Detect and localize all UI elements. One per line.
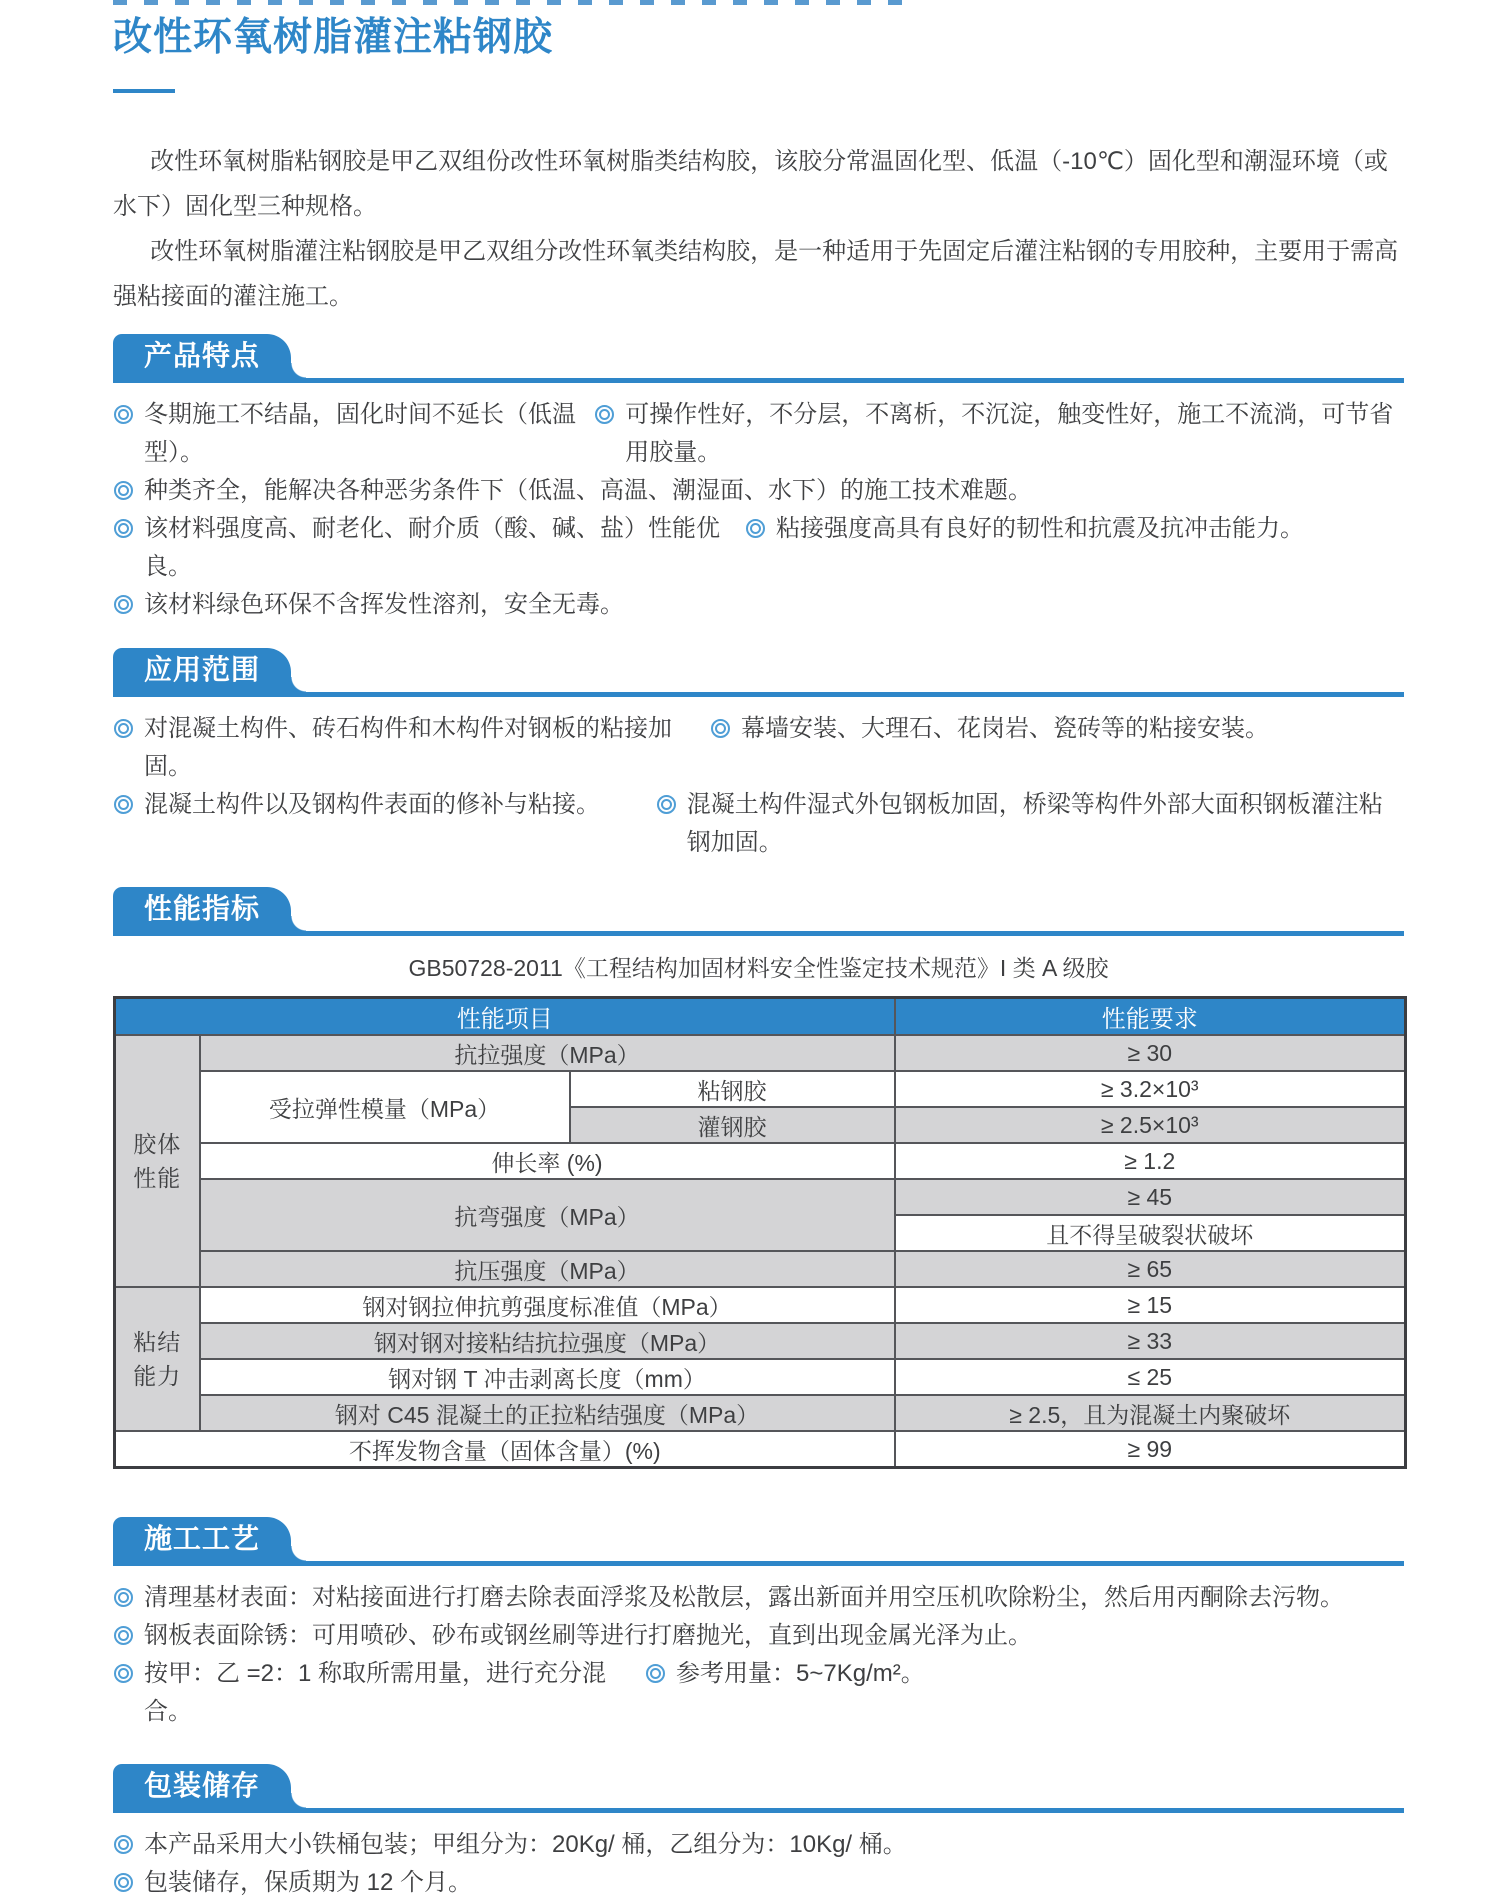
- row-group-body-performance: 胶体性能: [115, 1035, 200, 1287]
- section-header-features: [113, 334, 1404, 383]
- bullet-icon: [114, 1835, 133, 1854]
- list-row: [113, 1864, 1404, 1902]
- list-item: [645, 1655, 925, 1693]
- list-item-text: 对混凝土构件、砖石构件和木构件对钢板的粘接加固。: [144, 715, 672, 780]
- list-item-text: 冬期施工不结晶，固化时间不延长（低温型）。: [144, 401, 576, 466]
- table-cell-label: 钢对 C45 混凝土的正拉粘结强度（MPa）: [200, 1395, 895, 1431]
- list-item-text: 种类齐全，能解决各种恶劣条件下（低温、高温、潮湿面、水下）的施工技术难题。: [144, 477, 1032, 504]
- table-row-elongation: [115, 1143, 1406, 1179]
- section-badge-applications: [113, 648, 291, 692]
- list-item: [113, 786, 656, 824]
- table-cell-sublabel: 粘钢胶: [570, 1071, 895, 1107]
- table-cell-label: 抗弯强度（MPa）: [200, 1179, 895, 1251]
- bullet-icon: [114, 519, 133, 538]
- intro-paragraphs: [113, 139, 1404, 319]
- section-badge-label: 产品特点: [144, 340, 261, 371]
- bullet-icon: [114, 795, 133, 814]
- list-item: [113, 710, 710, 786]
- table-cell-label: 抗压强度（MPa）: [200, 1251, 895, 1287]
- list-item-text: 混凝土构件湿式外包钢板加固，桥梁等构件外部大面积钢板灌注粘钢加固。: [686, 791, 1383, 856]
- list-row: [113, 586, 1404, 624]
- list-item-text: 粘接强度高具有良好的韧性和抗震及抗冲击能力。: [776, 515, 1304, 542]
- list-row: [113, 396, 1404, 472]
- table-row-compressive: [115, 1251, 1406, 1287]
- list-item-text: 本产品采用大小铁桶包装；甲组分为：20Kg/ 桶，乙组分为：10Kg/ 桶。: [144, 1831, 907, 1858]
- list-item-text: 该材料绿色环保不含挥发性溶剂，安全无毒。: [144, 591, 624, 618]
- page-title: 改性环氧树脂灌注粘钢胶: [113, 16, 554, 59]
- list-row: [113, 510, 1404, 586]
- table-row-tensile: [115, 1035, 1406, 1071]
- list-item: [113, 472, 1032, 510]
- bullet-icon: [114, 1873, 133, 1892]
- table-cell-value: ≥ 15: [895, 1287, 1406, 1323]
- bullet-icon: [114, 595, 133, 614]
- table-cell-value: ≥ 1.2: [895, 1143, 1406, 1179]
- section-header-process: [113, 1517, 1404, 1566]
- table-caption: GB50728-2011《工程结构加固材料安全性鉴定技术规范》I 类 A 级胶: [408, 955, 1109, 981]
- table-cell-label: 不挥发物含量（固体含量）(%): [115, 1431, 895, 1468]
- list-row: [113, 786, 1404, 862]
- list-item-text: 混凝土构件以及钢构件表面的修补与粘接。: [144, 791, 600, 818]
- features-list: [113, 396, 1404, 624]
- table-cell-value: ≥ 3.2×10³: [895, 1071, 1406, 1107]
- list-item-text: 清理基材表面：对粘接面进行打磨去除表面浮浆及松散层，露出新面并用空压机吹除粉尘，然后用丙酮除去污物。: [144, 1584, 1344, 1611]
- table-row-shear: [115, 1287, 1406, 1323]
- list-item-text: 该材料强度高、耐老化、耐介质（酸、碱、盐）性能优良。: [144, 515, 720, 580]
- list-item: [113, 1655, 645, 1731]
- list-row: [113, 472, 1404, 510]
- table-cell-value: ≥ 33: [895, 1323, 1406, 1359]
- bullet-icon: [114, 1664, 133, 1683]
- list-item-text: 包装储存，保质期为 12 个月。: [144, 1869, 473, 1896]
- bullet-icon: [657, 795, 676, 814]
- list-item: [113, 510, 745, 586]
- section-badge-packaging: [113, 1764, 291, 1808]
- list-row: [113, 1826, 1404, 1864]
- table-cell-value: ≥ 30: [895, 1035, 1406, 1071]
- list-item: [113, 586, 624, 624]
- list-item-text: 参考用量：5~7Kg/m²。: [676, 1660, 925, 1687]
- bullet-icon: [646, 1664, 665, 1683]
- section-header-applications: [113, 648, 1404, 697]
- column-header-item: 性能项目: [115, 998, 895, 1036]
- bullet-icon: [114, 405, 133, 424]
- bullet-icon: [711, 719, 730, 738]
- list-item-text: 可操作性好，不分层，不离析，不沉淀，触变性好，施工不流淌，可节省用胶量。: [625, 401, 1394, 466]
- list-item: [113, 1864, 472, 1902]
- table-cell-value: ≥ 2.5×10³: [895, 1107, 1406, 1143]
- intro-paragraph-2: 改性环氧树脂灌注粘钢胶是甲乙双组分改性环氧类结构胶，是一种适用于先固定后灌注粘钢的专用胶种，主要用于需高强粘接面的灌注施工。: [113, 238, 1399, 310]
- table-row-butt-tensile: [115, 1323, 1406, 1359]
- list-item-text: 幕墙安装、大理石、花岗岩、瓷砖等的粘接安装。: [741, 715, 1269, 742]
- list-item: [656, 786, 1404, 862]
- table-cell-value: ≥ 65: [895, 1251, 1406, 1287]
- section-badge-features: [113, 334, 291, 378]
- section-badge-label: 应用范围: [144, 654, 261, 685]
- list-row: [113, 1617, 1404, 1655]
- section-header-performance: [113, 887, 1404, 936]
- list-row: [113, 1579, 1404, 1617]
- table-cell-label: 抗拉强度（MPa）: [200, 1035, 895, 1071]
- list-item-text: 按甲：乙 =2：1 称取所需用量，进行充分混合。: [144, 1660, 607, 1725]
- section-badge-label: 施工工艺: [144, 1523, 261, 1554]
- row-group-bonding-capacity: 粘结能力: [115, 1287, 200, 1431]
- section-badge-label: 包装储存: [144, 1770, 261, 1801]
- applications-list: [113, 710, 1404, 862]
- bullet-icon: [114, 719, 133, 738]
- bullet-icon: [114, 1588, 133, 1607]
- table-header-row: [115, 998, 1406, 1036]
- table-cell-value: 且不得呈破裂状破坏: [895, 1215, 1406, 1251]
- table-cell-value: ≥ 99: [895, 1431, 1406, 1468]
- table-row-bending-1: [115, 1179, 1406, 1215]
- table-cell-sublabel: 灌钢胶: [570, 1107, 895, 1143]
- title-underline: [113, 89, 175, 93]
- table-cell-label: 钢对钢 T 冲击剥离长度（mm）: [200, 1359, 895, 1395]
- list-item: [113, 1579, 1344, 1617]
- list-item: [113, 1826, 907, 1864]
- list-row: [113, 1655, 1404, 1731]
- section-badge-performance: [113, 887, 291, 931]
- process-list: [113, 1579, 1404, 1731]
- section-header-packaging: [113, 1764, 1404, 1813]
- list-row: [113, 710, 1404, 786]
- table-row-nonvolatile: [115, 1431, 1406, 1468]
- bullet-icon: [746, 519, 765, 538]
- table-row-modulus-bonded: [115, 1071, 1406, 1107]
- table-row-c45: [115, 1395, 1406, 1431]
- bullet-icon: [114, 1626, 133, 1645]
- table-row-peel: [115, 1359, 1406, 1395]
- table-cell-value: ≤ 25: [895, 1359, 1406, 1395]
- performance-table: [113, 996, 1407, 1469]
- bullet-icon: [114, 481, 133, 500]
- list-item: [594, 396, 1404, 472]
- table-cell-label: 受拉弹性模量（MPa）: [200, 1071, 570, 1143]
- list-item: [113, 396, 594, 472]
- table-cell-label: 伸长率 (%): [200, 1143, 895, 1179]
- list-item-text: 钢板表面除锈：可用喷砂、砂布或钢丝刷等进行打磨抛光，直到出现金属光泽为止。: [144, 1622, 1032, 1649]
- table-cell-label: 钢对钢对接粘结抗拉强度（MPa）: [200, 1323, 895, 1359]
- section-badge-label: 性能指标: [144, 893, 261, 924]
- list-item: [113, 1617, 1032, 1655]
- list-item: [710, 710, 1269, 748]
- bullet-icon: [595, 405, 614, 424]
- table-cell-value: ≥ 45: [895, 1179, 1406, 1215]
- list-item: [745, 510, 1304, 548]
- intro-paragraph-1: 改性环氧树脂粘钢胶是甲乙双组份改性环氧树脂类结构胶，该胶分常温固化型、低温（-10℃）固化型和潮湿环境（或水下）固化型三种规格。: [113, 148, 1388, 220]
- packaging-list: [113, 1826, 1404, 1902]
- product-datasheet-page: [113, 0, 1404, 1902]
- section-badge-process: [113, 1517, 291, 1561]
- cropped-text-remnant: [113, 0, 913, 5]
- column-header-requirement: 性能要求: [895, 998, 1406, 1036]
- table-cell-label: 钢对钢拉伸抗剪强度标准值（MPa）: [200, 1287, 895, 1323]
- table-cell-value: ≥ 2.5，且为混凝土内聚破坏: [895, 1395, 1406, 1431]
